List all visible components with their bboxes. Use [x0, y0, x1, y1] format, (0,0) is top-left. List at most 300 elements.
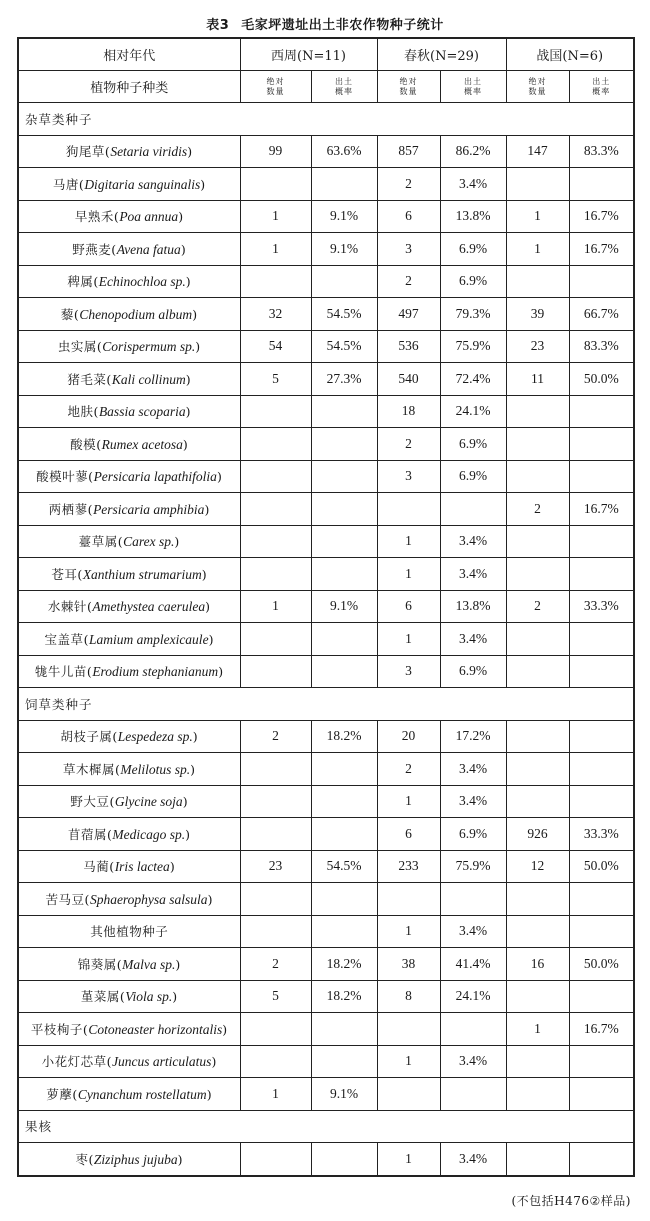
- species-latin: Cotoneaster horizontalis: [88, 1021, 223, 1037]
- species-name: 虫实属(Corispermum sp.): [18, 330, 240, 363]
- count-cell: [506, 428, 569, 461]
- count-cell: 3: [377, 655, 440, 688]
- species-latin: Lamium amplexicaule: [88, 631, 209, 647]
- table-row: [18, 135, 634, 168]
- species-cn: 苜蓿属: [67, 826, 107, 842]
- footnote: (不包括H476②样品): [511, 1194, 631, 1208]
- species-name: 野大豆(Glycine soja): [18, 785, 240, 818]
- freq-header: 出土 概率: [440, 71, 506, 103]
- count-cell: [240, 623, 311, 656]
- frequency-cell: 50.0%: [569, 363, 634, 396]
- count-cell: [240, 395, 311, 428]
- frequency-cell: [311, 623, 377, 656]
- frequency-cell: [569, 655, 634, 688]
- species-name: 苦马豆(Sphaerophysa salsula): [18, 883, 240, 916]
- table-row: [18, 590, 634, 623]
- table-caption: 毛家坪遗址出土非农作物种子统计: [241, 18, 444, 33]
- table-title: [0, 14, 650, 33]
- species-latin: Erodium stephanianum: [92, 664, 219, 680]
- count-cell: 2: [377, 265, 440, 298]
- frequency-cell: [569, 428, 634, 461]
- count-cell: 6: [377, 818, 440, 851]
- count-cell: 1: [240, 590, 311, 623]
- frequency-cell: 54.5%: [311, 330, 377, 363]
- species-latin: Digitaria sanguinalis: [84, 176, 201, 192]
- frequency-cell: 9.1%: [311, 233, 377, 266]
- species-latin: Lespedeza sp.: [117, 729, 193, 745]
- count-cell: 1: [506, 200, 569, 233]
- species-name: 水棘针(Amethystea caerulea): [18, 590, 240, 623]
- count-cell: [506, 1078, 569, 1111]
- frequency-cell: [311, 395, 377, 428]
- count-cell: [240, 525, 311, 558]
- table-row: [18, 558, 634, 591]
- count-cell: [240, 818, 311, 851]
- species-name: 酸模叶蓼(Persicaria lapathifolia): [18, 460, 240, 493]
- species-name: 牻牛儿苗(Erodium stephanianum): [18, 655, 240, 688]
- table-row: [18, 1078, 634, 1111]
- category-label: 杂草类种子: [18, 103, 634, 136]
- table-row: [18, 395, 634, 428]
- table-row: [18, 233, 634, 266]
- count-cell: 2: [506, 590, 569, 623]
- count-cell: [240, 785, 311, 818]
- species-name: 萝藦(Cynanchum rostellatum): [18, 1078, 240, 1111]
- table-row: [18, 720, 634, 753]
- species-cn: 虫实属: [57, 339, 97, 355]
- frequency-cell: [311, 785, 377, 818]
- frequency-cell: [311, 265, 377, 298]
- frequency-cell: [569, 915, 634, 948]
- frequency-cell: 66.7%: [569, 298, 634, 331]
- count-cell: 1: [377, 1045, 440, 1078]
- species-cn: 马蔺: [83, 859, 110, 875]
- frequency-cell: 18.2%: [311, 720, 377, 753]
- frequency-cell: [569, 395, 634, 428]
- count-cell: [240, 915, 311, 948]
- species-latin: Chenopodium album: [79, 306, 193, 322]
- count-cell: [506, 720, 569, 753]
- frequency-cell: 16.7%: [569, 233, 634, 266]
- count-cell: 20: [377, 720, 440, 753]
- frequency-cell: [569, 883, 634, 916]
- frequency-cell: 3.4%: [440, 753, 506, 786]
- species-cn: 小花灯芯草: [41, 1054, 107, 1070]
- frequency-cell: 3.4%: [440, 785, 506, 818]
- frequency-cell: [569, 168, 634, 201]
- frequency-cell: 6.9%: [440, 460, 506, 493]
- count-cell: 2: [377, 753, 440, 786]
- species-cn: 野燕麦: [72, 241, 112, 257]
- species-latin: Sphaerophysa salsula: [89, 891, 208, 907]
- count-cell: [377, 1078, 440, 1111]
- frequency-cell: 75.9%: [440, 850, 506, 883]
- species-latin: Setaria viridis: [110, 144, 188, 160]
- frequency-cell: 27.3%: [311, 363, 377, 396]
- count-cell: [506, 395, 569, 428]
- frequency-cell: 13.8%: [440, 590, 506, 623]
- frequency-cell: [311, 493, 377, 526]
- frequency-cell: 33.3%: [569, 590, 634, 623]
- frequency-cell: 13.8%: [440, 200, 506, 233]
- species-cn: 酸模叶蓼: [36, 469, 89, 485]
- frequency-cell: 3.4%: [440, 525, 506, 558]
- frequency-cell: 83.3%: [569, 135, 634, 168]
- count-cell: [240, 655, 311, 688]
- count-cell: 6: [377, 590, 440, 623]
- species-name: 藜(Chenopodium album): [18, 298, 240, 331]
- frequency-cell: [311, 168, 377, 201]
- table-row: [18, 980, 634, 1013]
- count-cell: [240, 883, 311, 916]
- frequency-cell: [569, 720, 634, 753]
- frequency-cell: [569, 623, 634, 656]
- species-latin: Iris lactea: [114, 859, 170, 875]
- species-latin: Kali collinum: [111, 371, 186, 387]
- count-cell: 3: [377, 460, 440, 493]
- category-row: [18, 688, 634, 721]
- count-cell: [240, 493, 311, 526]
- period-label: 相对年代: [18, 38, 240, 71]
- count-cell: 3: [377, 233, 440, 266]
- header-row-periods: [18, 38, 634, 71]
- table-row: [18, 363, 634, 396]
- frequency-cell: 54.5%: [311, 850, 377, 883]
- freq-header: 出土 概率: [311, 71, 377, 103]
- frequency-cell: [440, 883, 506, 916]
- species-latin: Persicaria lapathifolia: [93, 469, 217, 485]
- frequency-cell: [311, 883, 377, 916]
- count-cell: 5: [240, 363, 311, 396]
- frequency-cell: [311, 753, 377, 786]
- frequency-cell: 24.1%: [440, 980, 506, 1013]
- count-cell: 12: [506, 850, 569, 883]
- frequency-cell: 63.6%: [311, 135, 377, 168]
- count-cell: 5: [240, 980, 311, 1013]
- species-name: 稗属(Echinochloa sp.): [18, 265, 240, 298]
- species-latin: Ziziphus jujuba: [93, 1151, 178, 1167]
- count-cell: 1: [377, 525, 440, 558]
- count-cell: 1: [506, 233, 569, 266]
- frequency-cell: 3.4%: [440, 915, 506, 948]
- count-cell: [506, 460, 569, 493]
- frequency-cell: [311, 460, 377, 493]
- count-cell: 2: [240, 948, 311, 981]
- frequency-cell: 33.3%: [569, 818, 634, 851]
- species-latin: Malva sp.: [122, 956, 176, 972]
- count-cell: [506, 1045, 569, 1078]
- count-cell: 1: [506, 1013, 569, 1046]
- count-cell: [240, 558, 311, 591]
- species-latin: Avena fatua: [116, 241, 181, 257]
- table-row: [18, 850, 634, 883]
- count-cell: 926: [506, 818, 569, 851]
- frequency-cell: [569, 558, 634, 591]
- species-name: 马唐(Digitaria sanguinalis): [18, 168, 240, 201]
- species-name: 地肤(Bassia scoparia): [18, 395, 240, 428]
- category-label: 果核: [18, 1110, 634, 1143]
- species-cn: 薹草属: [78, 534, 118, 550]
- period-spring-autumn: 春秋(N=29): [377, 38, 506, 71]
- frequency-cell: 41.4%: [440, 948, 506, 981]
- species-name: 马蔺(Iris lactea): [18, 850, 240, 883]
- species-cn: 地肤: [67, 404, 94, 420]
- species-name: 野燕麦(Avena fatua): [18, 233, 240, 266]
- species-latin: Echinochloa sp.: [98, 274, 186, 290]
- species-latin: Corispermum sp.: [102, 339, 196, 355]
- frequency-cell: 6.9%: [440, 233, 506, 266]
- count-header: 绝对 数量: [377, 71, 440, 103]
- count-cell: [240, 265, 311, 298]
- period-warring-states: 战国(N=6): [506, 38, 634, 71]
- species-name: 狗尾草(Setaria viridis): [18, 135, 240, 168]
- period-western-zhou: 西周(N=11): [240, 38, 377, 71]
- table-row: [18, 525, 634, 558]
- count-cell: [506, 525, 569, 558]
- count-cell: 2: [506, 493, 569, 526]
- count-cell: 1: [240, 233, 311, 266]
- frequency-cell: 3.4%: [440, 558, 506, 591]
- species-latin: Poa annua: [119, 209, 179, 225]
- count-cell: 540: [377, 363, 440, 396]
- frequency-cell: [569, 785, 634, 818]
- frequency-cell: [311, 1143, 377, 1176]
- count-cell: [240, 168, 311, 201]
- species-name: 小花灯芯草(Juncus articulatus): [18, 1045, 240, 1078]
- count-cell: 54: [240, 330, 311, 363]
- frequency-cell: [311, 655, 377, 688]
- species-cn: 萝藦: [46, 1086, 73, 1102]
- count-cell: 99: [240, 135, 311, 168]
- frequency-cell: 18.2%: [311, 948, 377, 981]
- frequency-cell: 86.2%: [440, 135, 506, 168]
- species-name: 草木樨属(Melilotus sp.): [18, 753, 240, 786]
- count-cell: [377, 493, 440, 526]
- species-cn: 藜: [60, 306, 74, 322]
- count-cell: [240, 1045, 311, 1078]
- count-cell: [506, 785, 569, 818]
- species-name: [18, 915, 240, 948]
- species-name: 锦葵属(Malva sp.): [18, 948, 240, 981]
- count-cell: 1: [377, 623, 440, 656]
- species-latin: Carex sp.: [123, 534, 175, 550]
- count-cell: 2: [240, 720, 311, 753]
- count-cell: 39: [506, 298, 569, 331]
- count-cell: [506, 883, 569, 916]
- count-cell: 6: [377, 200, 440, 233]
- count-cell: [506, 915, 569, 948]
- frequency-cell: [569, 265, 634, 298]
- frequency-cell: [569, 980, 634, 1013]
- frequency-cell: 83.3%: [569, 330, 634, 363]
- count-cell: 16: [506, 948, 569, 981]
- count-cell: 1: [240, 200, 311, 233]
- frequency-cell: [569, 525, 634, 558]
- species-latin: Amethystea caerulea: [92, 599, 206, 615]
- count-header: 绝对 数量: [506, 71, 569, 103]
- count-header: 绝对 数量: [240, 71, 311, 103]
- count-cell: [377, 1013, 440, 1046]
- table-row: [18, 915, 634, 948]
- frequency-cell: 16.7%: [569, 493, 634, 526]
- count-cell: 23: [240, 850, 311, 883]
- frequency-cell: [440, 1078, 506, 1111]
- count-cell: 32: [240, 298, 311, 331]
- frequency-cell: [569, 1045, 634, 1078]
- species-cn: 酸模: [70, 436, 97, 452]
- frequency-cell: [311, 915, 377, 948]
- species-cn: 马唐: [52, 176, 79, 192]
- frequency-cell: 9.1%: [311, 590, 377, 623]
- species-name: 平枝栒子(Cotoneaster horizontalis): [18, 1013, 240, 1046]
- species-name: 早熟禾(Poa annua): [18, 200, 240, 233]
- species-cn: 平枝栒子: [30, 1021, 83, 1037]
- species-cn: 宝盖草: [44, 631, 84, 647]
- count-cell: [240, 460, 311, 493]
- count-cell: [240, 1013, 311, 1046]
- frequency-cell: 18.2%: [311, 980, 377, 1013]
- species-latin: Juncus articulatus: [112, 1054, 212, 1070]
- species-latin: Bassia scoparia: [98, 404, 186, 420]
- header-row-metrics: [18, 71, 634, 103]
- species-cn: 猪毛菜: [67, 371, 107, 387]
- species-cn: 其他植物种子: [90, 924, 169, 940]
- species-latin: Persicaria amphibia: [93, 501, 205, 517]
- frequency-cell: [569, 460, 634, 493]
- frequency-cell: [311, 558, 377, 591]
- frequency-cell: 75.9%: [440, 330, 506, 363]
- count-cell: [240, 428, 311, 461]
- species-cn: 苦马豆: [45, 891, 85, 907]
- count-cell: [240, 753, 311, 786]
- frequency-cell: 6.9%: [440, 265, 506, 298]
- species-name: 薹草属(Carex sp.): [18, 525, 240, 558]
- frequency-cell: 9.1%: [311, 1078, 377, 1111]
- frequency-cell: 3.4%: [440, 623, 506, 656]
- species-cn: 狗尾草: [65, 144, 105, 160]
- species-cn: 早熟禾: [74, 209, 114, 225]
- species-cn: 两栖蓼: [48, 501, 88, 517]
- species-name: 堇菜属(Viola sp.): [18, 980, 240, 1013]
- table-row: [18, 168, 634, 201]
- frequency-cell: 50.0%: [569, 948, 634, 981]
- table-row: [18, 265, 634, 298]
- count-cell: [377, 883, 440, 916]
- count-cell: [506, 168, 569, 201]
- species-cn: 胡枝子属: [60, 729, 113, 745]
- species-label: 植物种子种类: [18, 71, 240, 103]
- species-cn: 堇菜属: [80, 989, 120, 1005]
- species-cn: 枣: [75, 1151, 89, 1167]
- species-latin: Viola sp.: [125, 989, 173, 1005]
- table-row: [18, 1013, 634, 1046]
- table-number: 表3: [206, 18, 230, 33]
- table-row: [18, 1143, 634, 1176]
- frequency-cell: 16.7%: [569, 200, 634, 233]
- species-cn: 水棘针: [47, 599, 87, 615]
- frequency-cell: 3.4%: [440, 168, 506, 201]
- table-row: [18, 623, 634, 656]
- count-cell: 497: [377, 298, 440, 331]
- table-row: [18, 655, 634, 688]
- frequency-cell: [440, 493, 506, 526]
- species-cn: 锦葵属: [77, 956, 117, 972]
- seed-statistics-table: [17, 37, 635, 1177]
- species-name: 宝盖草(Lamium amplexicaule): [18, 623, 240, 656]
- table-row: [18, 1045, 634, 1078]
- count-cell: 1: [377, 915, 440, 948]
- table-row: [18, 753, 634, 786]
- frequency-cell: [311, 1045, 377, 1078]
- category-label: 饲草类种子: [18, 688, 634, 721]
- species-latin: Glycine soja: [114, 794, 183, 810]
- species-name: 枣(Ziziphus jujuba): [18, 1143, 240, 1176]
- frequency-cell: [311, 428, 377, 461]
- count-cell: [506, 980, 569, 1013]
- freq-header: 出土 概率: [569, 71, 634, 103]
- frequency-cell: [311, 1013, 377, 1046]
- count-cell: 2: [377, 428, 440, 461]
- frequency-cell: [311, 818, 377, 851]
- count-cell: [506, 265, 569, 298]
- species-name: 苍耳(Xanthium strumarium): [18, 558, 240, 591]
- species-cn: 野大豆: [70, 794, 110, 810]
- frequency-cell: 24.1%: [440, 395, 506, 428]
- table-row: [18, 818, 634, 851]
- table-row: [18, 883, 634, 916]
- table-row: [18, 493, 634, 526]
- frequency-cell: 72.4%: [440, 363, 506, 396]
- frequency-cell: 50.0%: [569, 850, 634, 883]
- count-cell: 38: [377, 948, 440, 981]
- frequency-cell: [569, 1143, 634, 1176]
- count-cell: [506, 753, 569, 786]
- count-cell: [506, 558, 569, 591]
- frequency-cell: 3.4%: [440, 1045, 506, 1078]
- count-cell: 2: [377, 168, 440, 201]
- species-cn: 草木樨属: [62, 761, 115, 777]
- count-cell: 1: [377, 785, 440, 818]
- table-row: [18, 948, 634, 981]
- frequency-cell: 6.9%: [440, 655, 506, 688]
- frequency-cell: 54.5%: [311, 298, 377, 331]
- frequency-cell: [440, 1013, 506, 1046]
- species-latin: Melilotus sp.: [120, 761, 191, 777]
- species-latin: Rumex acetosa: [101, 436, 183, 452]
- count-cell: 233: [377, 850, 440, 883]
- table-row: [18, 785, 634, 818]
- count-cell: 18: [377, 395, 440, 428]
- species-latin: Xanthium strumarium: [82, 566, 202, 582]
- frequency-cell: 79.3%: [440, 298, 506, 331]
- count-cell: 23: [506, 330, 569, 363]
- frequency-cell: [569, 1078, 634, 1111]
- frequency-cell: [569, 753, 634, 786]
- species-latin: Medicago sp.: [112, 826, 186, 842]
- species-name: 苜蓿属(Medicago sp.): [18, 818, 240, 851]
- species-cn: 稗属: [67, 274, 94, 290]
- count-cell: 1: [240, 1078, 311, 1111]
- table-row: [18, 460, 634, 493]
- count-cell: [240, 1143, 311, 1176]
- category-row: [18, 1110, 634, 1143]
- table-row: [18, 200, 634, 233]
- count-cell: 857: [377, 135, 440, 168]
- category-row: [18, 103, 634, 136]
- frequency-cell: 17.2%: [440, 720, 506, 753]
- count-cell: 1: [377, 1143, 440, 1176]
- count-cell: 147: [506, 135, 569, 168]
